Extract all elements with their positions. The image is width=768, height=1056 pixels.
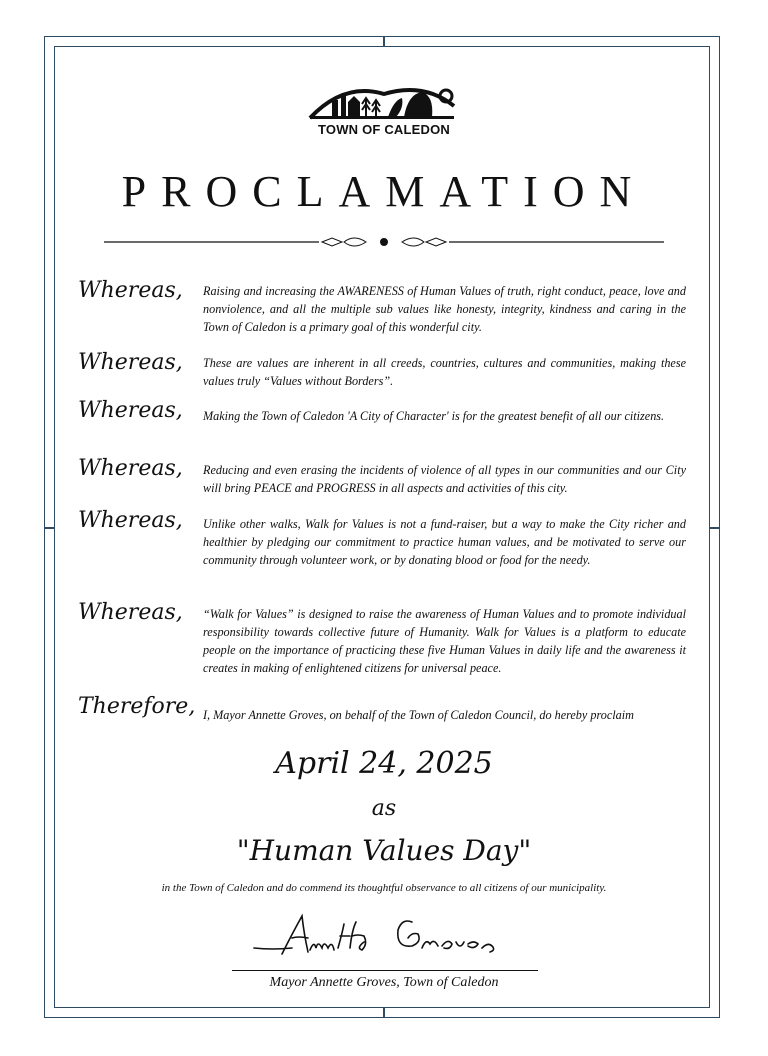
clause-label: Whereas, [78, 600, 183, 625]
border-tick-left [44, 527, 54, 529]
signature-line [232, 970, 538, 971]
clause-label: Whereas, [78, 398, 183, 423]
border-tick-bottom [383, 1008, 385, 1018]
commend-text: in the Town of Caledon and do commend its thoughtful observance to all citizens of our municipality. [161, 882, 607, 894]
border-tick-top [383, 36, 385, 46]
clause-label: Whereas, [78, 278, 183, 303]
clause-text: Raising and increasing the AWARENESS of Human Values of truth, right conduct, peace, love and nonviolence, and all the multiple sub values like honesty, integrity, kindness and caring in the Town of Caledon is a primary goal of this wonderful city. [203, 284, 686, 334]
ornamental-divider [104, 232, 664, 252]
logo-text: TOWN OF CALEDON [317, 122, 451, 137]
clause-text: Reducing and even erasing the incidents of violence of all types in our communities and our City will bring PEACE and PROGRESS in all aspects and activities of this city. [203, 463, 686, 495]
clause-text: Unlike other walks, Walk for Values is not a fund-raiser, but a way to make the City richer and healthier by pledging our commitment to practice human values, and be motivated to serve our community through volunteer work, or by donating blood or food for the needy. [203, 517, 686, 567]
proclaimed-day: "Human Values Day" [236, 834, 532, 867]
clause-label: Therefore, [78, 694, 196, 719]
proclaimed-date: April 24, 2025 [275, 746, 493, 781]
clause-text: These are values are inherent in all creeds, countries, cultures and communities, making these values truly “Values without Borders”. [203, 356, 686, 388]
clause-text: Making the Town of Caledon 'A City of Character' is for the greatest benefit of all our citizens. [203, 409, 665, 423]
border-tick-right [710, 527, 720, 529]
clause-text: I, Mayor Annette Groves, on behalf of the Town of Caledon Council, do hereby proclaim [203, 708, 634, 722]
handwritten-signature [252, 904, 522, 966]
clause-label: Whereas, [78, 350, 183, 375]
town-logo [304, 86, 464, 140]
clause-text: “Walk for Values” is designed to raise the awareness of Human Values and to promote individual responsibility towards collective future of Humanity. Walk for Values is a platform to educate people on the importance of practicing these five Human Values in daily life and the awareness it creates in making of enlightened citizens for universal peace. [203, 607, 686, 675]
signature-caption: Mayor Annette Groves, Town of Caledon [269, 975, 499, 990]
clause-label: Whereas, [78, 456, 183, 481]
page-title: PROCLAMATION [121, 167, 647, 216]
town-skyline-logo-icon [304, 86, 464, 122]
as-text: as [371, 796, 397, 821]
clause-label: Whereas, [78, 508, 183, 533]
